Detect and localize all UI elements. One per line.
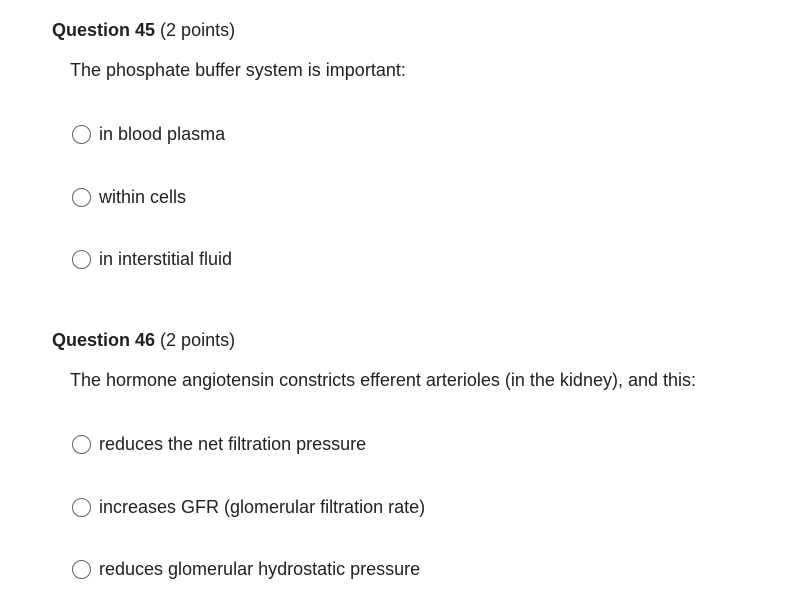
answer-label[interactable]: increases GFR (glomerular filtration rate) (99, 497, 426, 517)
answer-label[interactable]: reduces glomerular hydrostatic pressure (99, 559, 421, 579)
question-title: Question 45 (52, 20, 156, 40)
answer-label[interactable]: reduces the net filtration pressure (99, 434, 367, 454)
question-heading (52, 328, 235, 352)
answer-option-in-blood-plasma[interactable] (72, 121, 225, 147)
answer-option-within-cells[interactable] (72, 184, 186, 210)
answer-option-reduces-net-filtration-pressure[interactable] (72, 431, 366, 457)
question-text: The hormone angiotensin constricts efferent arterioles (in the kidney), and this: (70, 370, 697, 390)
question-points: (2 points) (160, 20, 236, 40)
answer-option-in-interstitial-fluid[interactable] (72, 246, 232, 272)
question-text: The phosphate buffer system is important: (70, 60, 406, 80)
answer-label[interactable]: in interstitial fluid (99, 249, 233, 269)
question-points: (2 points) (160, 330, 236, 350)
answer-label[interactable]: in blood plasma (99, 124, 226, 144)
radio-button-icon[interactable] (72, 435, 91, 454)
radio-button-icon[interactable] (72, 498, 91, 517)
radio-button-icon[interactable] (72, 560, 91, 579)
radio-button-icon[interactable] (72, 250, 91, 269)
question-title: Question 46 (52, 330, 156, 350)
answer-label[interactable]: within cells (99, 187, 187, 207)
radio-button-icon[interactable] (72, 188, 91, 207)
question-heading (52, 18, 235, 42)
radio-button-icon[interactable] (72, 125, 91, 144)
answer-option-reduces-glomerular-hydrostatic-pressure[interactable] (72, 556, 420, 582)
answer-option-increases-gfr[interactable] (72, 494, 425, 520)
